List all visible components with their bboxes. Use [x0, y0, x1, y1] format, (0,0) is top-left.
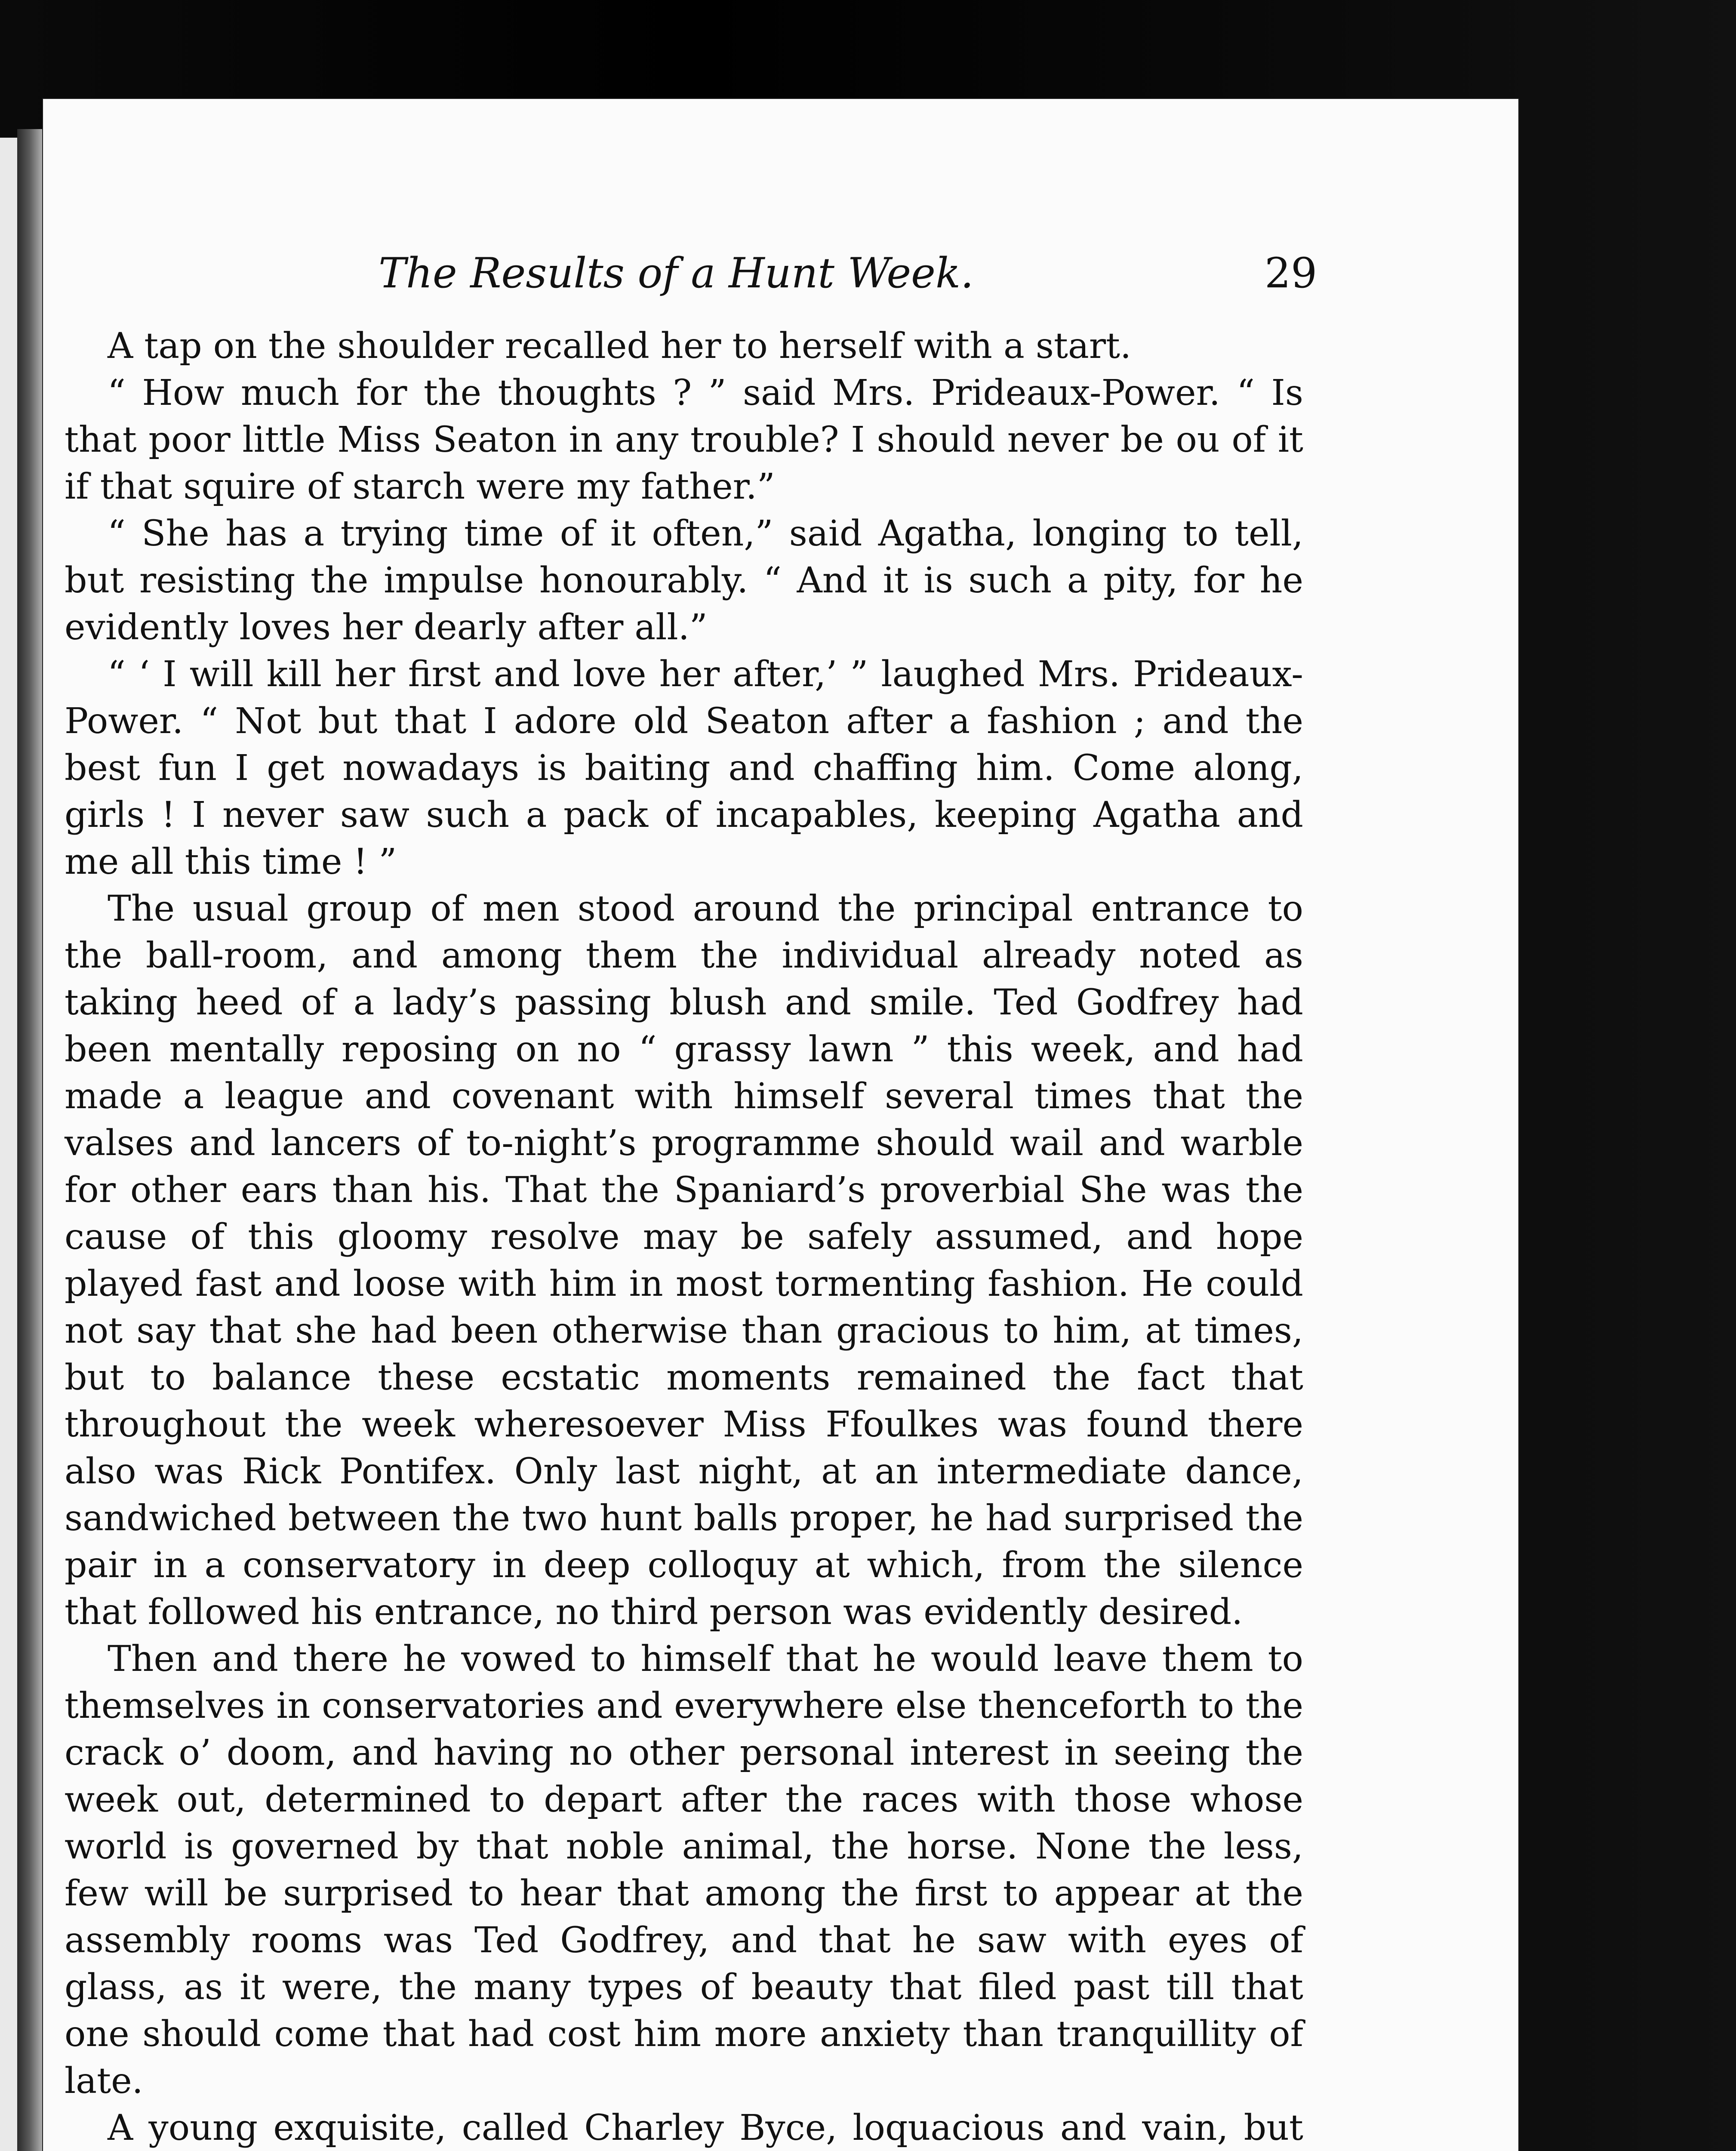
page-header — [43, 243, 1317, 303]
paragraph: “ ‘ I will kill her first and love her after,’ ” laughed Mrs. Prideaux-Power. “ Not but that I adore old Seaton after a fashion ; and the best fun I get nowadays is baiting and chaffing him. Come along, girls ! I never saw such a pack of incapables, keeping Agatha and me all this time ! ” — [65, 654, 1303, 882]
paragraph: The usual group of men stood around the principal entrance to the ball-room, and among them the individual already noted as taking heed of a lady’s passing blush and smile. Ted Godfrey had been mentally reposing on no “ grassy lawn ” this week, and had made a league and covenant with himself several times that the valses and lancers of to-night’s programme should wail and warble for other ears than his. That the Spaniard’s proverbial She was the cause of this gloomy resolve may be safely assumed, and hope played fast and loose with him in most tormenting fashion. He could not say that she had been otherwise than gracious to him, at times, but to balance these ecstatic moments remained the fact that throughout the week wheresoever Miss Ffoulkes was found there also was Rick Pontifex. Only last night, at an intermediate dance, sandwiched between the two hunt balls proper, he had surprised the pair in a conservatory in deep colloquy at which, from the silence that followed his entrance, no third person was evidently desired. — [65, 888, 1303, 1633]
paragraph: A young exquisite, called Charley Byce, loquacious and vain, but — [108, 2108, 1303, 2148]
body-text — [65, 323, 1303, 2151]
running-title: The Results of a Hunt Week. — [379, 249, 974, 297]
book-page — [43, 99, 1518, 2151]
paragraph: “ How much for the thoughts ? ” said Mrs. Prideaux-Power. “ Is that poor little Miss Seaton in any trouble? I should never be ou of it if that squire of starch were my father.” — [65, 373, 1303, 507]
paragraph: A tap on the shoulder recalled her to herself with a start. — [108, 326, 1132, 367]
paragraph: “ She has a trying time of it often,” said Agatha, longing to tell, but resisting the impulse honourably. “ And it is such a pity, for he evidently loves her dearly after all.” — [65, 513, 1303, 648]
previous-page-edge — [0, 138, 17, 2151]
paragraph: Then and there he vowed to himself that he would leave them to themselves in conservatories and everywhere else thenceforth to the crack o’ doom, and having no other personal interest in seeing the week out, determined to depart after the races with those whose world is governed by that noble animal, the horse. None the less, few will be surprised to hear that among the first to appear at the assembly rooms was Ted Godfrey, and that he saw with eyes of glass, as it were, the many types of beauty that filed past till that one should come that had cost him more anxiety than tranquillity of late. — [65, 1639, 1303, 2102]
page-number: 29 — [1265, 249, 1317, 297]
